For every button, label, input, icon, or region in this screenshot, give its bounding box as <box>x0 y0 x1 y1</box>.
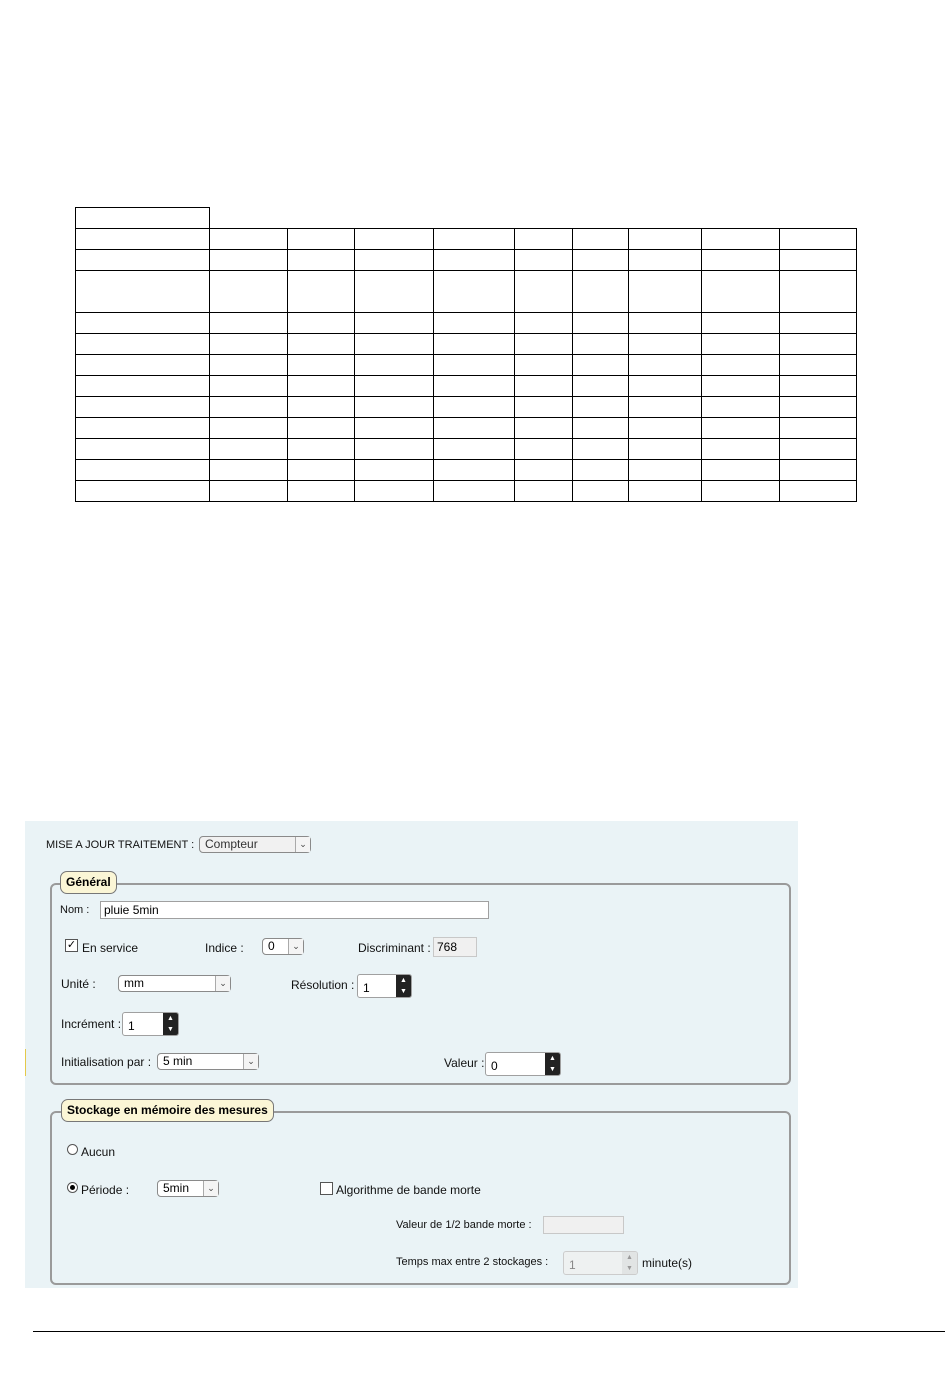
en-service-checkbox[interactable] <box>65 939 78 952</box>
algo-checkbox[interactable] <box>320 1182 333 1195</box>
table-cell <box>572 229 628 250</box>
chevron-down-icon: ⌄ <box>295 837 310 852</box>
table-cell <box>514 418 572 439</box>
table-cell <box>572 250 628 271</box>
table-cell <box>779 271 856 313</box>
table-cell <box>287 376 354 397</box>
table-cell <box>701 271 779 313</box>
table-cell <box>628 208 701 229</box>
table-cell <box>779 313 856 334</box>
table-cell <box>628 418 701 439</box>
table-cell <box>628 439 701 460</box>
valeur-label: Valeur : <box>444 1056 485 1070</box>
table-row <box>76 334 857 355</box>
table-cell <box>287 355 354 376</box>
indice-select[interactable] <box>262 938 304 955</box>
table-cell <box>433 334 514 355</box>
table-cell <box>433 439 514 460</box>
increment-stepper[interactable] <box>122 1012 179 1036</box>
increment-label: Incrément : <box>61 1017 122 1031</box>
table-cell <box>572 418 628 439</box>
table-cell <box>76 313 210 334</box>
table-cell <box>433 313 514 334</box>
table-cell <box>514 439 572 460</box>
table-cell <box>572 334 628 355</box>
nom-input[interactable]: pluie 5min <box>100 901 489 919</box>
table-cell <box>701 481 779 502</box>
table-cell <box>572 397 628 418</box>
table-cell <box>210 208 288 229</box>
table-cell <box>701 250 779 271</box>
table-cell <box>701 376 779 397</box>
chevron-down-icon: ⌄ <box>215 976 230 991</box>
table-cell <box>354 355 433 376</box>
periode-radio[interactable] <box>67 1182 78 1193</box>
table-cell <box>76 439 210 460</box>
table-cell <box>76 376 210 397</box>
table-cell <box>433 460 514 481</box>
table-cell <box>701 334 779 355</box>
table-cell <box>287 271 354 313</box>
table-cell <box>433 208 514 229</box>
storage-legend: Stockage en mémoire des mesures <box>61 1099 274 1122</box>
table-row <box>76 376 857 397</box>
discriminant-label: Discriminant : <box>358 941 431 955</box>
table-cell <box>354 397 433 418</box>
spin-arrows-icon[interactable]: ▲ ▼ <box>545 1053 560 1075</box>
table-cell <box>514 271 572 313</box>
table-row <box>76 418 857 439</box>
table-cell <box>628 460 701 481</box>
table-cell <box>210 271 288 313</box>
resolution-value: 1 <box>363 981 370 995</box>
table-cell <box>701 355 779 376</box>
table-cell <box>779 250 856 271</box>
nom-label: Nom : <box>60 904 90 916</box>
table-cell <box>210 313 288 334</box>
half-band-label: Valeur de 1/2 bande morte : <box>396 1219 532 1231</box>
table-cell <box>76 460 210 481</box>
table-cell <box>76 397 210 418</box>
radio-selected-dot <box>70 1185 75 1190</box>
table-cell <box>287 313 354 334</box>
discriminant-field: 768 <box>433 937 477 957</box>
table-cell <box>433 355 514 376</box>
table-cell <box>628 397 701 418</box>
init-select-value: 5 min <box>163 1054 193 1068</box>
table-row <box>76 250 857 271</box>
periode-select-value: 5min <box>163 1181 190 1195</box>
table-cell <box>433 250 514 271</box>
table-cell <box>779 418 856 439</box>
table-cell <box>287 208 354 229</box>
general-legend: Général <box>60 871 117 894</box>
table-cell <box>287 397 354 418</box>
unite-label: Unité : <box>61 977 96 991</box>
footer-rule <box>33 1331 945 1332</box>
table-cell <box>701 460 779 481</box>
table-cell <box>354 208 433 229</box>
table-cell <box>433 397 514 418</box>
spin-arrows-icon[interactable]: ▲ ▼ <box>622 1252 637 1274</box>
table-cell <box>628 313 701 334</box>
table-cell <box>572 271 628 313</box>
table-cell <box>287 481 354 502</box>
temps-max-unit: minute(s) <box>642 1256 693 1270</box>
table-cell <box>76 208 210 229</box>
table-cell <box>628 229 701 250</box>
periode-label: Période : <box>81 1183 130 1197</box>
table-cell <box>433 229 514 250</box>
table-cell <box>514 460 572 481</box>
table-cell <box>210 334 288 355</box>
table-cell <box>287 229 354 250</box>
table-cell <box>779 439 856 460</box>
table-cell <box>433 376 514 397</box>
table-row <box>76 355 857 376</box>
table-cell <box>433 271 514 313</box>
table-cell <box>210 355 288 376</box>
table-cell <box>779 208 856 229</box>
table-cell <box>572 355 628 376</box>
aucun-label: Aucun <box>81 1145 116 1159</box>
table-cell <box>628 376 701 397</box>
table-cell <box>779 460 856 481</box>
table-cell <box>628 271 701 313</box>
table-row <box>76 208 857 229</box>
table-cell <box>354 460 433 481</box>
table-cell <box>354 418 433 439</box>
table-cell <box>572 313 628 334</box>
chevron-down-icon: ⌄ <box>243 1054 258 1069</box>
table-cell <box>354 376 433 397</box>
temps-max-label: Temps max entre 2 stockages : <box>396 1256 549 1268</box>
table-cell <box>76 250 210 271</box>
table-cell <box>779 334 856 355</box>
treatment-select[interactable] <box>199 836 311 853</box>
table-cell <box>628 481 701 502</box>
table-cell <box>354 439 433 460</box>
table-cell <box>210 439 288 460</box>
table-cell <box>210 418 288 439</box>
left-accent-mark <box>25 1049 26 1076</box>
table-row <box>76 229 857 250</box>
table-cell <box>76 271 210 313</box>
table-cell <box>572 439 628 460</box>
table-cell <box>287 439 354 460</box>
table-cell <box>76 334 210 355</box>
table-cell <box>701 313 779 334</box>
table-cell <box>76 355 210 376</box>
aucun-radio[interactable] <box>67 1144 78 1155</box>
half-band-input[interactable] <box>543 1216 624 1234</box>
header-label: MISE A JOUR TRAITEMENT : <box>46 839 195 851</box>
table-row <box>76 313 857 334</box>
table-cell <box>514 229 572 250</box>
checkmark-icon: ✓ <box>66 939 77 951</box>
table-cell <box>701 439 779 460</box>
table-cell <box>354 313 433 334</box>
indice-select-value: 0 <box>268 939 275 953</box>
indice-label: Indice : <box>205 941 244 955</box>
table-cell <box>514 397 572 418</box>
table-cell <box>779 481 856 502</box>
resolution-label: Résolution : <box>291 978 355 992</box>
table-cell <box>701 229 779 250</box>
algo-label: Algorithme de bande morte <box>336 1183 481 1197</box>
init-select[interactable] <box>157 1053 259 1070</box>
spin-arrows-icon[interactable]: ▲ ▼ <box>396 975 411 997</box>
table-row <box>76 397 857 418</box>
table-cell <box>354 271 433 313</box>
table-cell <box>572 460 628 481</box>
table-cell <box>433 418 514 439</box>
treatment-select-value: Compteur <box>205 837 258 851</box>
spin-arrows-icon[interactable]: ▲ ▼ <box>163 1013 178 1035</box>
table-cell <box>210 229 288 250</box>
table-cell <box>572 376 628 397</box>
table-cell <box>514 355 572 376</box>
table-row <box>76 271 857 313</box>
table-row <box>76 481 857 502</box>
table-cell <box>354 229 433 250</box>
table-cell <box>628 250 701 271</box>
table-cell <box>354 481 433 502</box>
table-cell <box>210 376 288 397</box>
table-cell <box>76 418 210 439</box>
table-cell <box>287 250 354 271</box>
table-row <box>76 439 857 460</box>
table-cell <box>76 481 210 502</box>
en-service-label: En service <box>82 941 139 955</box>
table-cell <box>76 229 210 250</box>
table-cell <box>779 376 856 397</box>
table-cell <box>514 481 572 502</box>
increment-value: 1 <box>128 1019 135 1033</box>
table-cell <box>354 334 433 355</box>
table-cell <box>514 250 572 271</box>
treatment-form-panel <box>25 821 798 1288</box>
table-cell <box>433 481 514 502</box>
temps-max-value: 1 <box>569 1258 576 1272</box>
table-cell <box>210 481 288 502</box>
empty-table <box>75 207 857 502</box>
resolution-stepper[interactable] <box>357 974 412 998</box>
chevron-down-icon: ⌄ <box>288 939 303 954</box>
table-cell <box>572 481 628 502</box>
table-cell <box>701 208 779 229</box>
table-cell <box>701 397 779 418</box>
table-cell <box>628 334 701 355</box>
table-cell <box>354 250 433 271</box>
init-label: Initialisation par : <box>61 1055 152 1069</box>
table-cell <box>701 418 779 439</box>
table-cell <box>779 397 856 418</box>
periode-select[interactable] <box>157 1180 219 1197</box>
table-cell <box>628 355 701 376</box>
table-cell <box>210 250 288 271</box>
table-cell <box>210 397 288 418</box>
valeur-stepper[interactable] <box>485 1052 561 1076</box>
table-cell <box>210 460 288 481</box>
unite-select[interactable] <box>118 975 231 992</box>
table-cell <box>514 334 572 355</box>
table-cell <box>779 229 856 250</box>
table-cell <box>514 313 572 334</box>
table-cell <box>514 208 572 229</box>
valeur-value: 0 <box>491 1059 498 1073</box>
table-cell <box>287 418 354 439</box>
table-cell <box>514 376 572 397</box>
table-cell <box>572 208 628 229</box>
unite-select-value: mm <box>124 976 144 990</box>
table-row <box>76 460 857 481</box>
table-cell <box>287 460 354 481</box>
temps-max-stepper[interactable] <box>563 1251 638 1275</box>
chevron-down-icon: ⌄ <box>203 1181 218 1196</box>
table-cell <box>287 334 354 355</box>
table-cell <box>779 355 856 376</box>
